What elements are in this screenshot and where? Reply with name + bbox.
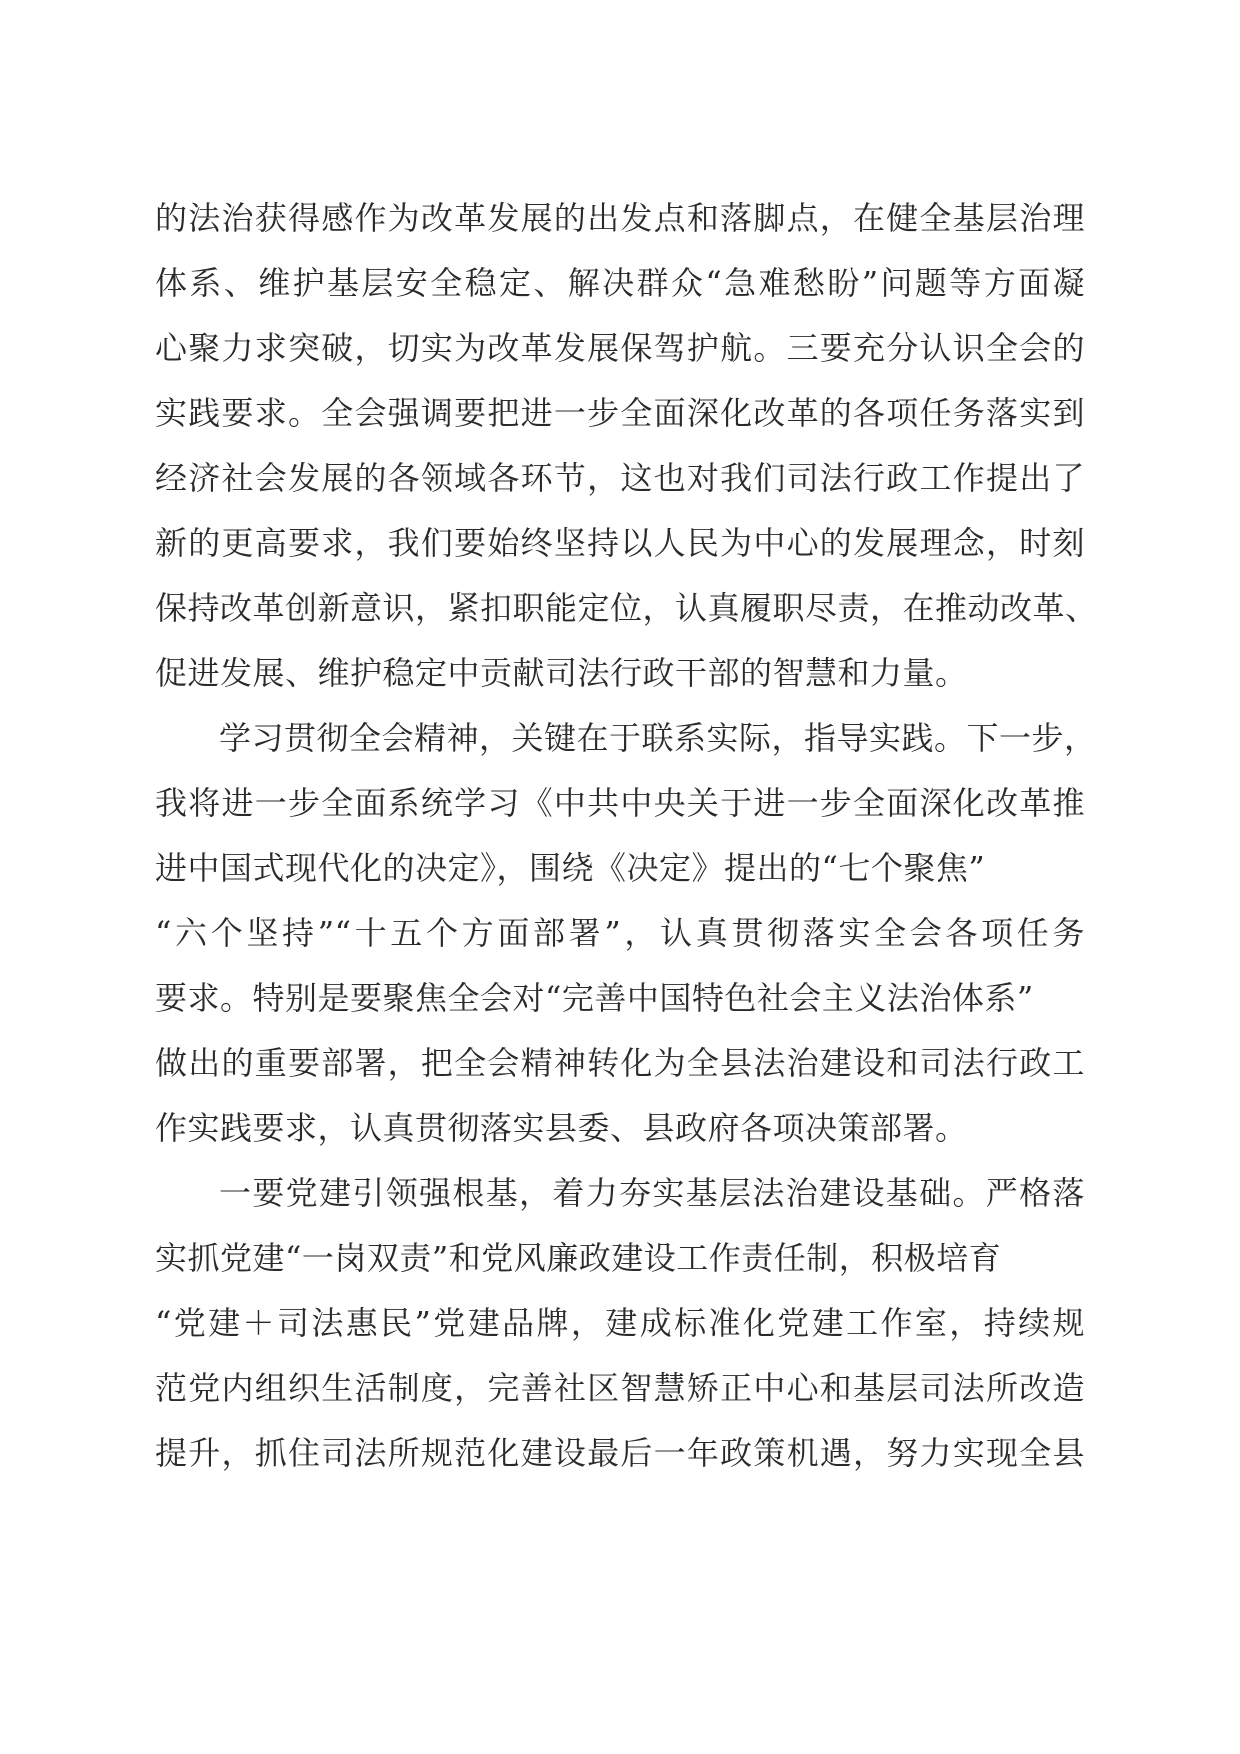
- text-line: 新的更高要求，我们要始终坚持以人民为中心的发展理念，时刻: [155, 524, 1085, 562]
- text-line: 提升，抓住司法所规范化建设最后一年政策机遇，努力实现全县: [155, 1434, 1085, 1472]
- text-line: 要求。特别是要聚焦全会对“完善中国特色社会主义法治体系”: [155, 979, 1034, 1017]
- paragraph-start-line: 一要党建引领强根基，着力夯实基层法治建设基础。严格落: [219, 1174, 1085, 1212]
- text-line: “六个坚持”“十五个方面部署”，认真贯彻落实全会各项任务: [155, 914, 1085, 952]
- text-line: 保持改革创新意识，紧扣职能定位，认真履职尽责，在推动改革、: [155, 589, 1098, 627]
- text-line: 实践要求。全会强调要把进一步全面深化改革的各项任务落实到: [155, 394, 1085, 432]
- text-line: 做出的重要部署，把全会精神转化为全县法治建设和司法行政工: [155, 1044, 1085, 1082]
- paragraph-start-line: 学习贯彻全会精神，关键在于联系实际，指导实践。下一步，: [219, 719, 1097, 757]
- text-line: 进中国式现代化的决定》，围绕《决定》提出的“七个聚焦”: [155, 849, 986, 887]
- text-line: 心聚力求突破，切实为改革发展保驾护航。三要充分认识全会的: [155, 329, 1085, 367]
- text-line: 实抓党建“一岗双责”和党风廉政建设工作责任制，积极培育: [155, 1239, 1002, 1277]
- text-line: 作实践要求，认真贯彻落实县委、县政府各项决策部署。: [155, 1109, 968, 1147]
- text-line: 体系、维护基层安全稳定、解决群众“急难愁盼”问题等方面凝: [155, 264, 1085, 302]
- text-line: 我将进一步全面系统学习《中共中央关于进一步全面深化改革推: [155, 784, 1085, 822]
- text-line: 经济社会发展的各领域各环节，这也对我们司法行政工作提出了: [155, 459, 1085, 497]
- body-text: [155, 186, 1098, 1486]
- text-line: 的法治获得感作为改革发展的出发点和落脚点，在健全基层治理: [155, 199, 1085, 237]
- text-line: 促进发展、维护稳定中贡献司法行政干部的智慧和力量。: [155, 654, 968, 692]
- text-line: “党建＋司法惠民”党建品牌，建成标准化党建工作室，持续规: [155, 1304, 1085, 1342]
- text-line: 范党内组织生活制度，完善社区智慧矫正中心和基层司法所改造: [155, 1369, 1085, 1407]
